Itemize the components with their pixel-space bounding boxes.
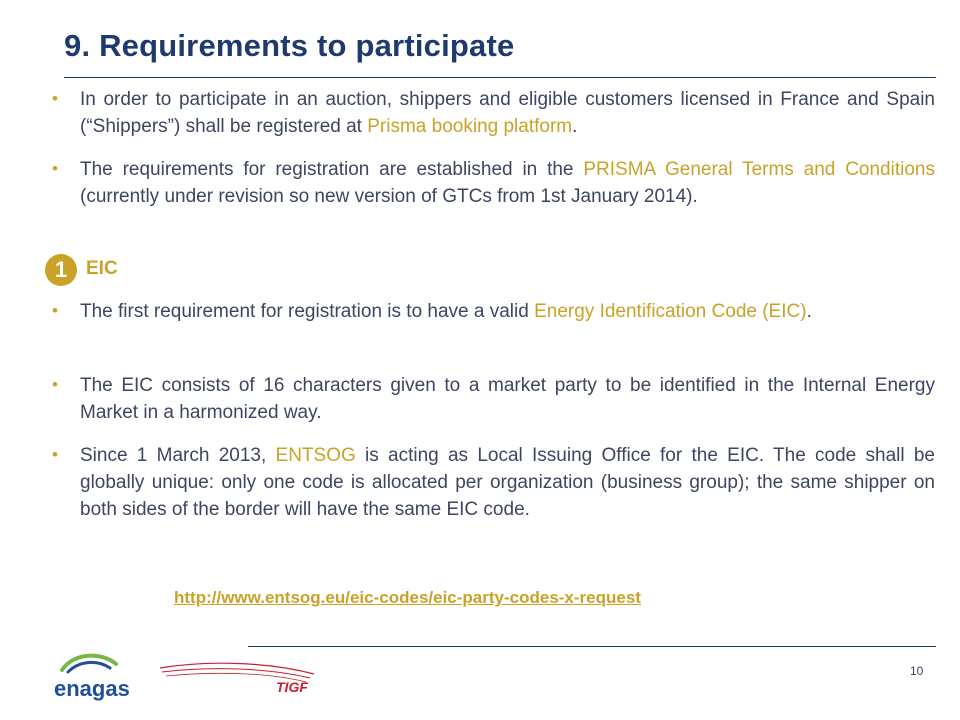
page-number: 10 bbox=[910, 664, 924, 678]
highlighted-text: PRISMA General Terms and Conditions bbox=[583, 159, 935, 180]
tigf-logo-text: TIGF bbox=[276, 679, 308, 695]
body-text: The first requirement for registration is to have a valid bbox=[80, 301, 535, 322]
bullet-eic-requirement bbox=[80, 298, 935, 325]
slide-title: 9. Requirements to participate bbox=[64, 28, 515, 63]
highlighted-text: ENTSOG bbox=[275, 445, 356, 466]
bullet-eic-characters bbox=[80, 372, 935, 426]
body-text: (currently under revision so new version of GTCs from 1st January 2014). bbox=[80, 186, 698, 207]
body-text: . bbox=[806, 301, 812, 322]
footer-divider bbox=[248, 646, 936, 647]
highlighted-text: Energy Identification Code (EIC) bbox=[534, 301, 807, 322]
enagas-logo-text: enagas bbox=[54, 676, 130, 701]
tigf-logo bbox=[158, 658, 318, 704]
enagas-logo bbox=[52, 650, 132, 708]
highlighted-text: Prisma booking platform bbox=[367, 116, 573, 137]
body-text: Since 1 March 2013, bbox=[80, 445, 276, 466]
body-text: In order to participate in an auction, shippers and eligible customers licensed in France and Spain (“Shippers”) shall be registered at bbox=[80, 89, 935, 137]
bullet-entsog-office bbox=[80, 442, 935, 523]
eic-number-badge: 1 bbox=[45, 254, 77, 286]
bullet-prisma-gtc bbox=[80, 156, 935, 210]
entsog-eic-link[interactable]: http://www.entsog.eu/eic-codes/eic-party-codes-x-request bbox=[174, 588, 641, 607]
body-text: The requirements for registration are established in the bbox=[80, 159, 584, 180]
bullet-prisma-registration bbox=[80, 86, 935, 140]
body-text: . bbox=[572, 116, 578, 137]
body-text: is acting as Local Issuing Office for the EIC. The code shall be globally unique: only one code is allocated per organization (business group); the same shipper on both sides of the border will have the same EIC code. bbox=[80, 445, 935, 520]
eic-section-heading: EIC bbox=[86, 258, 118, 279]
body-text: The EIC consists of 16 characters given to a market party to be identified in the Internal Energy Market in a harmonized way. bbox=[80, 375, 935, 423]
title-underline bbox=[64, 77, 936, 78]
